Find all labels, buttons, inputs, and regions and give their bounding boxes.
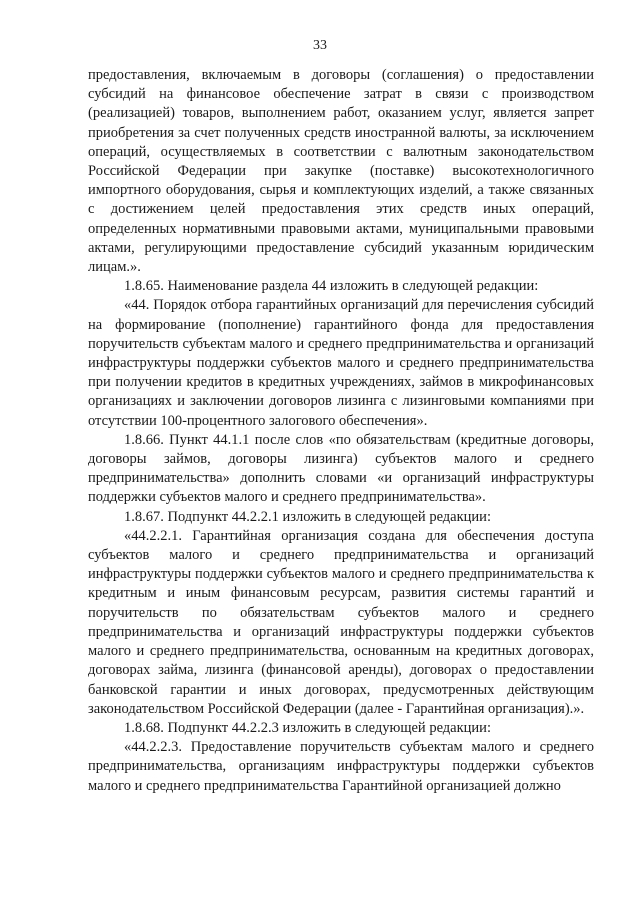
paragraph-44-2-2-1: «44.2.2.1. Гарантийная организация создана для обеспечения доступа субъектов малого и среднего предпринимательства и организаций инфраструктуры поддержки субъектов малого и среднего предпринимательства к кредитным и иным финансовым ресурсам, развития системы гарантий и поручительств по обязательствам субъектов малого и среднего предпринимательства и организаций инфраструктуры поддержки субъектов малого и среднего предпринимательства, основанным на кредитных договорах, договорах займа, лизинга (финансовой аренды), договорах о предоставлении банковской гарантии и иных договорах, предусмотренных действующим законодательством Российской Федерации (далее - Гарантийная организация).».: [88, 527, 594, 717]
paragraph-44-2-2-3: «44.2.2.3. Предоставление поручительств субъектам малого и среднего предпринимательства, организациям инфраструктуры поддержки субъектов малого и среднего предпринимательства Гарантийной организацией должно: [88, 739, 594, 794]
paragraph-1-8-68: 1.8.68. Подпункт 44.2.2.3 изложить в следующей редакции:: [124, 719, 491, 736]
paragraph-section-44-title: «44. Порядок отбора гарантийных организаций для перечисления субсидий на формирование (пополнение) гарантийного фонда для предоставления поручительств субъектам малого и среднего предпринимательства и организаций инфраструктуры поддержки субъектов малого и среднего предпринимательства при получении кредитов в кредитных учреждениях, займов в микрофинансовых организациях и заключении договоров лизинга с лизинговыми компаниями при отсутствии 100-процентного залогового обеспечения».: [88, 297, 594, 429]
paragraph-continuation: предоставления, включаемым в договоры (соглашения) о предоставлении субсидий на финансовое обеспечение затрат в связи с производством (реализацией) товаров, выполнением работ, оказанием услуг, является запрет приобретения за счет полученных средств иностранной валюты, за исключением операций, осуществляемых в соответствии с валютным законодательством Российской Федерации при закупке (поставке) высокотехнологичного импортного оборудования, сырья и комплектующих изделий, а также связанных с достижением целей предоставления этих средств иных операций, определенных нормативными правовыми актами, муниципальными правовыми актами, регулирующими предоставление субсидий указанным юридическим лицам.».: [88, 67, 594, 276]
page-number: 33: [313, 38, 327, 53]
paragraph-1-8-65: 1.8.65. Наименование раздела 44 изложить в следующей редакции:: [124, 278, 539, 295]
document-body: [88, 66, 594, 796]
paragraph-1-8-67: 1.8.67. Подпункт 44.2.2.1 изложить в следующей редакции:: [124, 508, 491, 525]
paragraph-1-8-66: 1.8.66. Пункт 44.1.1 после слов «по обязательствам (кредитные договоры, договоры займов, договоры лизинга) субъектов малого и среднего предпринимательства» дополнить словами «и организаций инфраструктуры поддержки субъектов малого и среднего предпринимательства».: [88, 431, 594, 506]
